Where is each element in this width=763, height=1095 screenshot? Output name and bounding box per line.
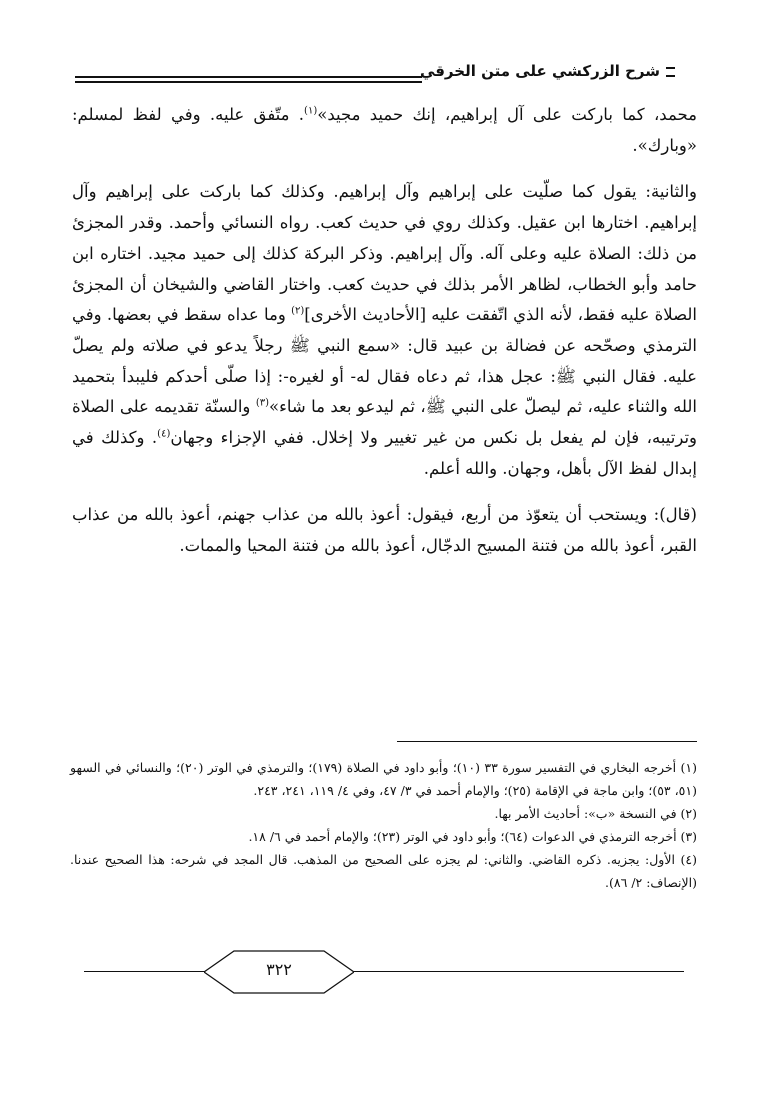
footnote-3: (٣) أخرجه الترمذي في الدعوات (٦٤)؛ وأبو داود في الوتر (٢٣)؛ والإمام أحمد في ٦/ ١٨. [248, 829, 697, 844]
header-ornament-icon [666, 67, 675, 77]
footnote-ref: (٣) [255, 397, 269, 409]
paragraph-3: (قال): ويستحب أن يتعوّذ من أربع، فيقول: أعوذ بالله من عذاب جهنم، أعوذ بالله من عذاب القبر، أعوذ بالله من فتنة المسيح الدجّال، أعوذ بالله من فتنة المحيا والممات. [72, 505, 697, 556]
text-run: والسنّة تقديمه على الصلاة وترتيبه، فإن لم يفعل بل نكس من غير تغيير ولا إخلال. ففي الإجزاء وجهان [72, 397, 698, 448]
header-rule [75, 81, 422, 83]
footer-rule [84, 971, 684, 972]
footnote-1: (١) أخرجه البخاري في التفسير سورة ٣٣ (١٠)؛ وأبو داود في الصلاة (١٧٩)؛ والترمذي في الوتر (٢٠)؛ والنسائي في السهو (٥١، ٥٣)؛ وابن ماجة في الإقامة (٢٥)؛ والإمام أحمد في ٣/ ٤٧، وفي ٤/ ١١٩، ٢٤١، ٢٤٣. [70, 760, 697, 798]
footnote-2: (٢) في النسخة «ب»: أحاديث الأمر بها. [494, 806, 697, 821]
footnote-ref: (٢) [291, 305, 305, 317]
footnotes [70, 756, 697, 894]
text-run: . متّفق عليه. وفي لفظ لمسلم: «وبارك». [72, 105, 697, 155]
footnote-ref: (١) [304, 105, 318, 117]
footnote-4: (٤) الأول: يجزيه. ذكره القاضي. والثاني: لم يجزه على الصحيح من المذهب. قال المجد في شرحه: هذا الصحيح عندنا. (الإنصاف: ٢/ ٨٦). [70, 852, 697, 890]
text-run: وما عداه سقط في بعضها. وفي الترمذي وصحّحه عن فضالة بن عبيد قال: «سمع النبي ﷺ رجلاً يدعو في صلاته ولم يصلّ عليه. فقال النبي ﷺ: عجل هذا، ثم دعاه فقال له- أو لغيره-: إذا صلّى أحدكم فليبدأ بتحميد الله والثناء عليه، ثم ليصلّ على النبي ﷺ، ثم ليدعو بعد ما شاء» [72, 305, 698, 417]
main-text [72, 100, 697, 562]
footnote-ref: (٤) [157, 428, 171, 440]
header-rule [75, 76, 422, 78]
header-title-wrap [420, 62, 675, 80]
text-run: والثانية: يقول كما صلّيت على إبراهيم وآل إبراهيم. وكذلك كما باركت على إبراهيم وآل إبراهيم. اختارها ابن عقيل. وكذلك روي في حديث كعب. رواه النسائي وأحمد. وقدر المجزئ من ذلك: الصلاة عليه وعلى آله. وآل إبراهيم. وذكر البركة كذلك إلى حميد مجيد. اختاره ابن حامد وأبو الخطاب، لظاهر الأمر بذلك في حديث كعب. واختار القاضي والشيخان أن المجزئ الصلاة عليه فقط، لأنه الذي اتّفقت عليه [الأحاديث الأخرى] [72, 182, 697, 325]
page-number-ornament [84, 950, 684, 994]
page-number: ٣٢٢ [266, 960, 292, 979]
paragraph-1 [72, 100, 697, 161]
paragraph-2 [72, 177, 697, 484]
running-header [75, 62, 675, 92]
header-title: شرح الزركشي على متن الخرقي [419, 62, 660, 80]
text-run: . وكذلك في إبدال لفظ الآل بأهل، وجهان. والله أعلم. [72, 428, 697, 478]
text-run: محمد، كما باركت على آل إبراهيم، إنك حميد مجيد» [317, 105, 697, 124]
footnote-separator [397, 741, 697, 742]
